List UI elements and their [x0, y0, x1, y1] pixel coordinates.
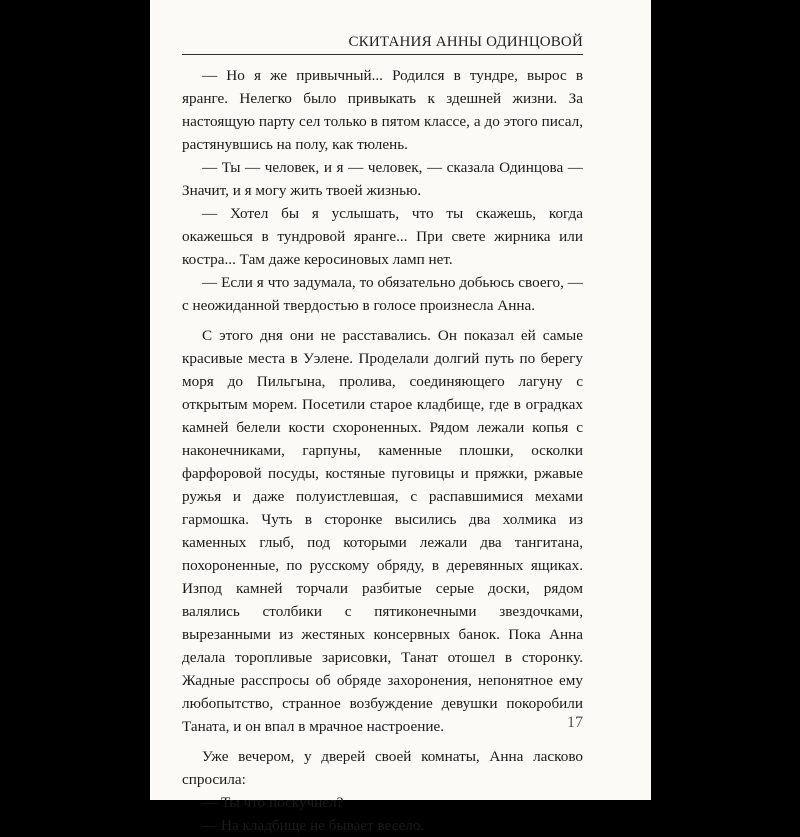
paragraph: — Ты — человек, и я — человек, — сказала Одинцова — Значит, и я могу жить твоей жизнью.	[182, 159, 583, 199]
header-rule	[182, 54, 583, 55]
paragraph: — Хотел бы я услышать, что ты скажешь, когда окажешься в тундровой яранге... При свете жирника или костра... Там даже керосиновых ламп нет.	[182, 205, 583, 268]
page-number: 17	[567, 714, 583, 731]
book-page	[150, 0, 651, 834]
body-text	[182, 64, 583, 837]
paragraph: — Если я что задумала, то обязательно добьюсь своего, — с неожиданной твердостью в голосе произнесла Анна.	[182, 274, 583, 314]
paragraph: — На кладбище не бывает весело.	[202, 817, 425, 834]
running-head-title: СКИТАНИЯ АННЫ ОДИНЦОВОЙ	[348, 34, 583, 50]
paragraph: — Ты что поскучнел?	[202, 794, 344, 811]
paragraph: — Но я же привычный... Родился в тундре, вырос в яранге. Нелегко было привыкать к здешней жизни. За настоящую парту сел только в пятом классе, а до этого писал, растянувшись на полу, как тюлень.	[182, 67, 583, 153]
paragraph: С этого дня они не расставались. Он показал ей самые красивые места в Уэлене. Проделали долгий путь по берегу моря до Пильгына, пролива, соединяющего лагуну с открытым морем. Посетили старое кладбище, где в оградках камней белели кости схороненных. Рядом лежали копья с наконечниками, гарпуны, каменные плошки, осколки фарфоровой посуды, костяные пуговицы и пряжки, ржавые ружья и даже полуистлевшая, с распавшимися мехами гармошка. Чуть в сторонке высились два холмика из каменных глыб, под которыми лежали два тангитана, похороненные, по русскому обряду, в деревянных ящиках. Изпод камней торчали разбитые серые доски, рядом валялись столбики с пятиконечными звездочками, вырезанными из жестяных консервных банок. Пока Анна делала торопливые зарисовки, Танат отошел в сторонку. Жадные расспросы об обряде захоронения, непонятное ему любопытство, странное возбуждение девушки покоробили Таната, и он впал в мрачное настроение.	[182, 327, 583, 735]
paragraph: Уже вечером, у дверей своей комнаты, Анна ласково спросила:	[182, 748, 583, 788]
